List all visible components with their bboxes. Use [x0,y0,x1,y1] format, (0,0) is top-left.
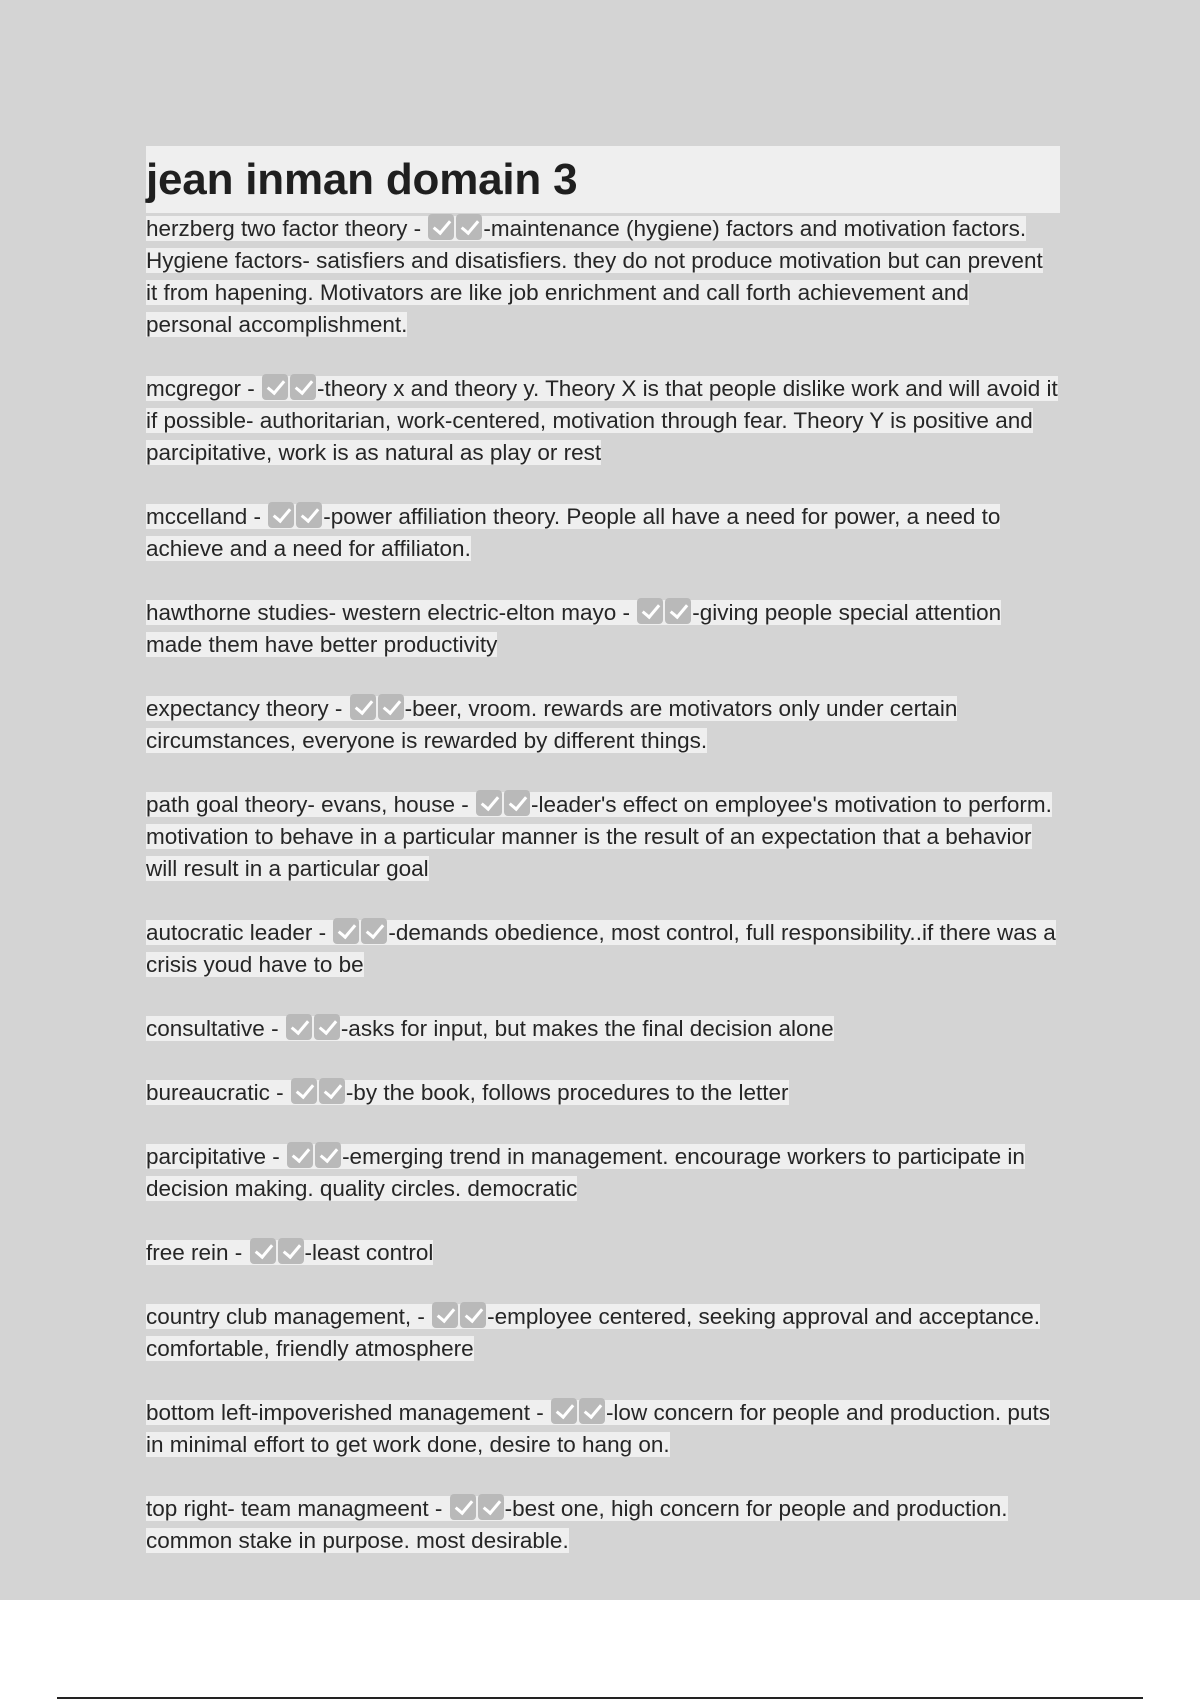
check-icons [287,1142,341,1168]
entry-highlight [146,1496,1008,1553]
checkbox-icon [476,790,502,816]
entry-highlight [146,1080,789,1105]
check-icons [268,502,322,528]
entry-term: country club management, - [146,1304,432,1329]
entry-definition: -least control [304,1240,434,1265]
check-icons [286,1014,340,1040]
flashcard-entry [146,1141,1060,1205]
flashcard-entry [146,501,1060,565]
page-title: jean inman domain 3 [146,154,578,204]
flashcard-entry [146,1237,1060,1269]
entry-highlight [146,600,1001,657]
flashcard-entry [146,1013,1060,1045]
flashcard-entry [146,789,1060,885]
entry-term: autocratic leader - [146,920,333,945]
check-icons [476,790,530,816]
entry-highlight [146,920,1056,977]
check-icons [333,918,387,944]
checkbox-icon [287,1142,313,1168]
entry-definition: -emerging trend in management. encourage workers to participate in decision making. quality circles. democratic [146,1144,1025,1201]
entry-highlight [146,1144,1025,1201]
checkbox-icon [579,1398,605,1424]
entry-definition: -maintenance (hygiene) factors and motivation factors. Hygiene factors- satisfiers and disatisfiers. they do not produce motivation but can prevent it from hapening. Motivators are like job enrichment and call forth achievement and personal accomplishment. [146,216,1043,337]
checkbox-icon [333,918,359,944]
checkbox-icon [665,598,691,624]
checkbox-icon [637,598,663,624]
checkbox-icon [296,502,322,528]
entry-highlight [146,1240,433,1265]
checkbox-icon [319,1078,345,1104]
entry-term: mcgregor - [146,376,262,401]
checkbox-icon [315,1142,341,1168]
entry-highlight [146,1016,834,1041]
entry-definition: -by the book, follows procedures to the letter [345,1080,789,1105]
flashcard-entry [146,1397,1060,1461]
entry-term: parcipitative - [146,1144,287,1169]
checkbox-icon [262,374,288,400]
checkbox-icon [290,374,316,400]
checkbox-icon [350,694,376,720]
checkbox-icon [250,1238,276,1264]
checkbox-icon [460,1302,486,1328]
entry-term: hawthorne studies- western electric-elton mayo - [146,600,637,625]
entry-term: path goal theory- evans, house - [146,792,475,817]
checkbox-icon [450,1494,476,1520]
entry-highlight [146,1400,1050,1457]
title-bar [146,146,1060,213]
flashcard-entry [146,1077,1060,1109]
flashcard-entry [146,373,1060,469]
checkbox-icon [278,1238,304,1264]
entry-definition: -low concern for people and production. puts in minimal effort to get work done, desire to hang on. [146,1400,1050,1457]
flashcard-entry [146,917,1060,981]
checkbox-icon [504,790,530,816]
checkbox-icon [432,1302,458,1328]
entry-list [146,213,1060,1557]
checkbox-icon [551,1398,577,1424]
checkbox-icon [291,1078,317,1104]
checkbox-icon [478,1494,504,1520]
entry-term: bureaucratic - [146,1080,290,1105]
checkbox-icon [314,1014,340,1040]
checkbox-icon [286,1014,312,1040]
entry-definition: -power affiliation theory. People all have a need for power, a need to achieve and a need for affiliaton. [146,504,1001,561]
checkbox-icon [268,502,294,528]
entry-definition: -asks for input, but makes the final decision alone [340,1016,834,1041]
check-icons [262,374,316,400]
flashcard-entry [146,1493,1060,1557]
entry-term: consultative - [146,1016,285,1041]
entry-highlight [146,792,1052,881]
entry-highlight [146,376,1058,465]
entry-definition: -theory x and theory y. Theory X is that people dislike work and will avoid it if possible- authoritarian, work-centered, motivation through fear. Theory Y is positive and parcipitative, work is as natural as play or rest [146,376,1058,465]
entry-term: expectancy theory - [146,696,349,721]
check-icons [428,214,482,240]
entry-highlight [146,216,1043,337]
check-icons [432,1302,486,1328]
checkbox-icon [361,918,387,944]
entry-term: bottom left-impoverished management - [146,1400,550,1425]
check-icons [291,1078,345,1104]
entry-term: free rein - [146,1240,249,1265]
footer-divider [57,1697,1143,1699]
entry-highlight [146,504,1000,561]
flashcard-entry [146,213,1060,341]
check-icons [551,1398,605,1424]
checkbox-icon [378,694,404,720]
entry-term: mccelland - [146,504,268,529]
entry-definition: -beer, vroom. rewards are motivators only under certain circumstances, everyone is rewarded by different things. [146,696,958,753]
checkbox-icon [428,214,454,240]
entry-definition: -demands obedience, most control, full responsibility..if there was a crisis youd have to be [146,920,1056,977]
entry-definition: -giving people special attention made them have better productivity [146,600,1002,657]
check-icons [250,1238,304,1264]
document-body [146,146,1060,1589]
entry-definition: -best one, high concern for people and production. common stake in purpose. most desirable. [146,1496,1008,1553]
entry-highlight [146,696,957,753]
entry-highlight [146,1304,1040,1361]
flashcard-entry [146,693,1060,757]
check-icons [637,598,691,624]
check-icons [450,1494,504,1520]
entry-term: herzberg two factor theory - [146,216,428,241]
flashcard-entry [146,597,1060,661]
checkbox-icon [456,214,482,240]
flashcard-entry [146,1301,1060,1365]
entry-definition: -leader's effect on employee's motivation to perform. motivation to behave in a particular manner is the result of an expectation that a behavior will result in a particular goal [146,792,1052,881]
entry-definition: -employee centered, seeking approval and acceptance. comfortable, friendly atmosphere [146,1304,1040,1361]
check-icons [350,694,404,720]
entry-term: top right- team managmeent - [146,1496,449,1521]
